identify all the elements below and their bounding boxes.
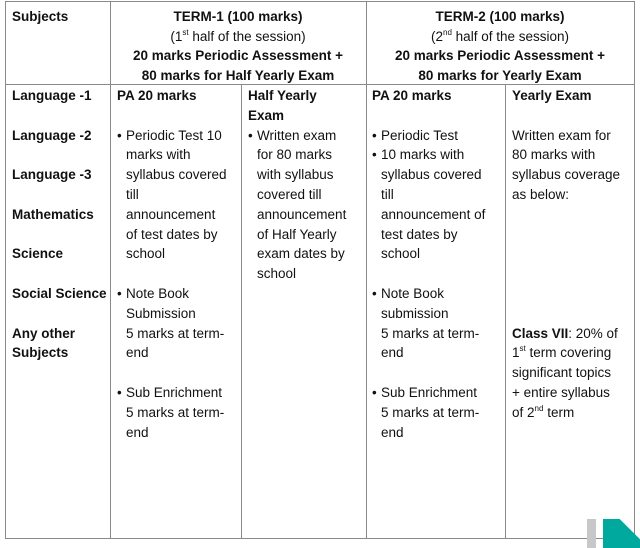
cell-line	[372, 423, 485, 443]
term2-sub-post: half of the session)	[451, 28, 569, 44]
line-text: Language -2	[12, 127, 92, 143]
cell-line	[117, 324, 227, 344]
cell-line	[12, 244, 107, 264]
line-text: term	[543, 404, 575, 420]
cell-line	[117, 264, 227, 284]
line-text: submission	[381, 305, 449, 321]
cell-line	[372, 185, 485, 205]
cell-line	[12, 185, 107, 205]
line-text: for 80 marks	[257, 147, 333, 163]
line-text: marks with	[126, 147, 191, 163]
header-term1	[110, 7, 366, 85]
line-text: test dates by	[381, 226, 458, 242]
line-text: Exam	[248, 107, 285, 123]
line-text: exam dates by	[257, 246, 345, 262]
line-text: of Half Yearly	[257, 226, 337, 242]
cell-line	[372, 264, 485, 284]
cell-line	[248, 165, 346, 185]
line-text: Social Science	[12, 285, 107, 301]
cell-line	[117, 205, 227, 225]
cell-line	[512, 205, 620, 225]
line-text: Written exam	[257, 127, 337, 143]
line-text: 80 marks with	[512, 147, 596, 163]
line-text: announcement of	[381, 206, 486, 222]
line-text: 1	[512, 345, 520, 361]
cell-line	[117, 284, 227, 304]
term1-line3: 20 marks Periodic Assessment +	[133, 48, 343, 63]
cell-line	[117, 145, 227, 165]
cell-line	[248, 145, 346, 165]
cell-line	[12, 284, 107, 304]
line-text: Written exam for	[512, 127, 611, 143]
cell-line	[512, 284, 620, 304]
cell-line	[248, 205, 346, 225]
cell-line	[372, 86, 485, 106]
logo-bar	[587, 519, 596, 548]
cell-line	[12, 86, 107, 106]
bullet-icon: •	[372, 127, 377, 143]
cell-line	[512, 324, 620, 344]
line-text: as below:	[512, 186, 570, 202]
term2-line3: 20 marks Periodic Assessment +	[395, 48, 605, 63]
cell-line	[12, 225, 107, 245]
line-text: end	[126, 424, 149, 440]
cell-line	[512, 403, 620, 423]
cell-line	[248, 244, 346, 264]
cell-line	[248, 185, 346, 205]
half-yearly-column	[248, 86, 346, 284]
line-text: end	[381, 345, 404, 361]
cell-line	[512, 304, 620, 324]
line-text: school	[381, 246, 421, 262]
term2-line4: 80 marks for Yearly Exam	[418, 67, 582, 83]
line-text: syllabus covered	[126, 167, 227, 183]
cell-line	[117, 126, 227, 146]
bullet-icon: •	[372, 285, 377, 301]
cell-line	[248, 264, 346, 284]
cell-line	[512, 343, 620, 363]
cell-line	[12, 126, 107, 146]
line-text: syllabus coverage	[512, 167, 621, 183]
line-text: 5 marks at term-	[126, 404, 225, 420]
term1-sub-post: half of the session)	[188, 28, 306, 44]
line-text: end	[126, 345, 149, 361]
term1-title: TERM-1 (100 marks)	[173, 9, 303, 24]
cell-line	[512, 165, 620, 185]
line-text: Sub Enrichment	[381, 384, 478, 400]
cell-line	[117, 86, 227, 106]
line-text: of test dates by	[126, 226, 218, 242]
line-text: till	[126, 186, 139, 202]
term2-sub-pre: (2	[431, 28, 444, 44]
cell-line	[372, 145, 485, 165]
bullet-icon: •	[117, 285, 122, 301]
cell-line	[12, 264, 107, 284]
line-text: end	[381, 424, 404, 440]
line-text: of 2	[512, 404, 535, 420]
line-text: + entire syllabus	[512, 384, 610, 400]
bullet-icon: •	[117, 384, 122, 400]
cell-line	[512, 126, 620, 146]
subjects-column	[12, 86, 107, 363]
cell-line	[512, 244, 620, 264]
line-text: PA 20 marks	[372, 88, 452, 103]
line-text: Science	[12, 246, 64, 262]
line-text: till	[381, 186, 394, 202]
line-text: PA 20 marks	[117, 88, 197, 103]
cell-line	[117, 244, 227, 264]
cell-line	[512, 264, 620, 284]
cell-line	[512, 86, 620, 106]
line-text: school	[257, 266, 297, 282]
cell-line	[12, 165, 107, 185]
cell-line	[372, 403, 485, 423]
header-term2	[366, 7, 634, 85]
cell-line	[372, 363, 485, 383]
cell-line	[372, 324, 485, 344]
line-text: Sub Enrichment	[126, 384, 223, 400]
bullet-icon: •	[372, 147, 377, 163]
cell-line	[512, 383, 620, 403]
cell-line	[117, 185, 227, 205]
cell-line	[512, 106, 620, 126]
table-border-bottom	[5, 538, 634, 539]
header-subjects: Subjects	[12, 9, 69, 24]
cell-line	[512, 225, 620, 245]
table-border-left	[5, 1, 6, 538]
column-divider	[505, 84, 506, 538]
line-text: 5 marks at term-	[381, 404, 480, 420]
cell-line	[117, 165, 227, 185]
cell-line	[117, 403, 227, 423]
table-border-right	[634, 1, 635, 538]
cell-line	[248, 86, 346, 106]
cell-line	[372, 225, 485, 245]
line-text: announcement	[126, 206, 216, 222]
yearly-exam-column	[512, 86, 620, 423]
line-text: Periodic Test 10	[126, 127, 222, 143]
term2-title: TERM-2 (100 marks)	[435, 9, 565, 24]
line-text: 5 marks at term-	[381, 325, 480, 341]
cell-line	[117, 423, 227, 443]
term2-subtitle	[366, 27, 634, 47]
line-text: Class VII	[512, 325, 569, 341]
line-text: st	[519, 344, 526, 354]
cell-line	[117, 225, 227, 245]
line-text: : 20% of	[568, 325, 618, 341]
line-text: term covering	[525, 345, 612, 361]
line-text: Note Book	[381, 285, 445, 301]
term1-line4: 80 marks for Half Yearly Exam	[141, 67, 335, 83]
term2-sub-sup: nd	[443, 27, 452, 37]
cell-line	[372, 284, 485, 304]
cell-line	[248, 225, 346, 245]
cell-line	[512, 185, 620, 205]
cell-line	[372, 165, 485, 185]
cell-line	[248, 126, 346, 146]
cell-line	[372, 343, 485, 363]
cell-line	[248, 106, 346, 126]
cell-line	[117, 363, 227, 383]
line-text: Any other	[12, 325, 76, 341]
line-text: school	[126, 246, 166, 262]
term1-sub-sup: st	[182, 27, 189, 37]
cell-line	[12, 145, 107, 165]
table-border-top	[5, 1, 634, 2]
cell-line	[117, 343, 227, 363]
bullet-icon: •	[248, 127, 253, 143]
line-text: announcement	[257, 206, 347, 222]
line-text: Language -1	[12, 88, 92, 103]
line-text: significant topics	[512, 365, 612, 381]
cell-line	[117, 106, 227, 126]
cell-line	[12, 343, 107, 363]
cell-line	[12, 106, 107, 126]
term1-pa-column	[117, 86, 227, 442]
cell-line	[372, 126, 485, 146]
line-text: 5 marks at term-	[126, 325, 225, 341]
term2-pa-column	[372, 86, 485, 442]
cell-line	[372, 244, 485, 264]
term1-subtitle	[110, 27, 366, 47]
line-text: Yearly Exam	[512, 88, 592, 103]
line-text: Subjects	[12, 345, 69, 361]
line-text: Language -3	[12, 167, 92, 183]
bullet-icon: •	[372, 384, 377, 400]
cell-line	[117, 383, 227, 403]
cell-line	[117, 304, 227, 324]
cell-line	[12, 205, 107, 225]
cell-line	[512, 145, 620, 165]
line-text: Submission	[126, 305, 196, 321]
line-text: Mathematics	[12, 206, 94, 222]
line-text: with syllabus	[257, 167, 334, 183]
line-text: syllabus covered	[381, 167, 482, 183]
column-divider	[241, 84, 242, 538]
cell-line	[372, 106, 485, 126]
line-text: covered till	[257, 186, 322, 202]
cell-line	[372, 205, 485, 225]
bullet-icon: •	[117, 127, 122, 143]
cell-line	[372, 304, 485, 324]
cell-line	[372, 383, 485, 403]
term1-sub-pre: (1	[170, 28, 183, 44]
cell-line	[12, 304, 107, 324]
line-text: Periodic Test	[381, 127, 459, 143]
line-text: 10 marks with	[381, 147, 465, 163]
cell-line	[512, 363, 620, 383]
line-text: nd	[534, 403, 544, 413]
line-text: Note Book	[126, 285, 190, 301]
line-text: Half Yearly	[248, 88, 317, 103]
cell-line	[12, 324, 107, 344]
